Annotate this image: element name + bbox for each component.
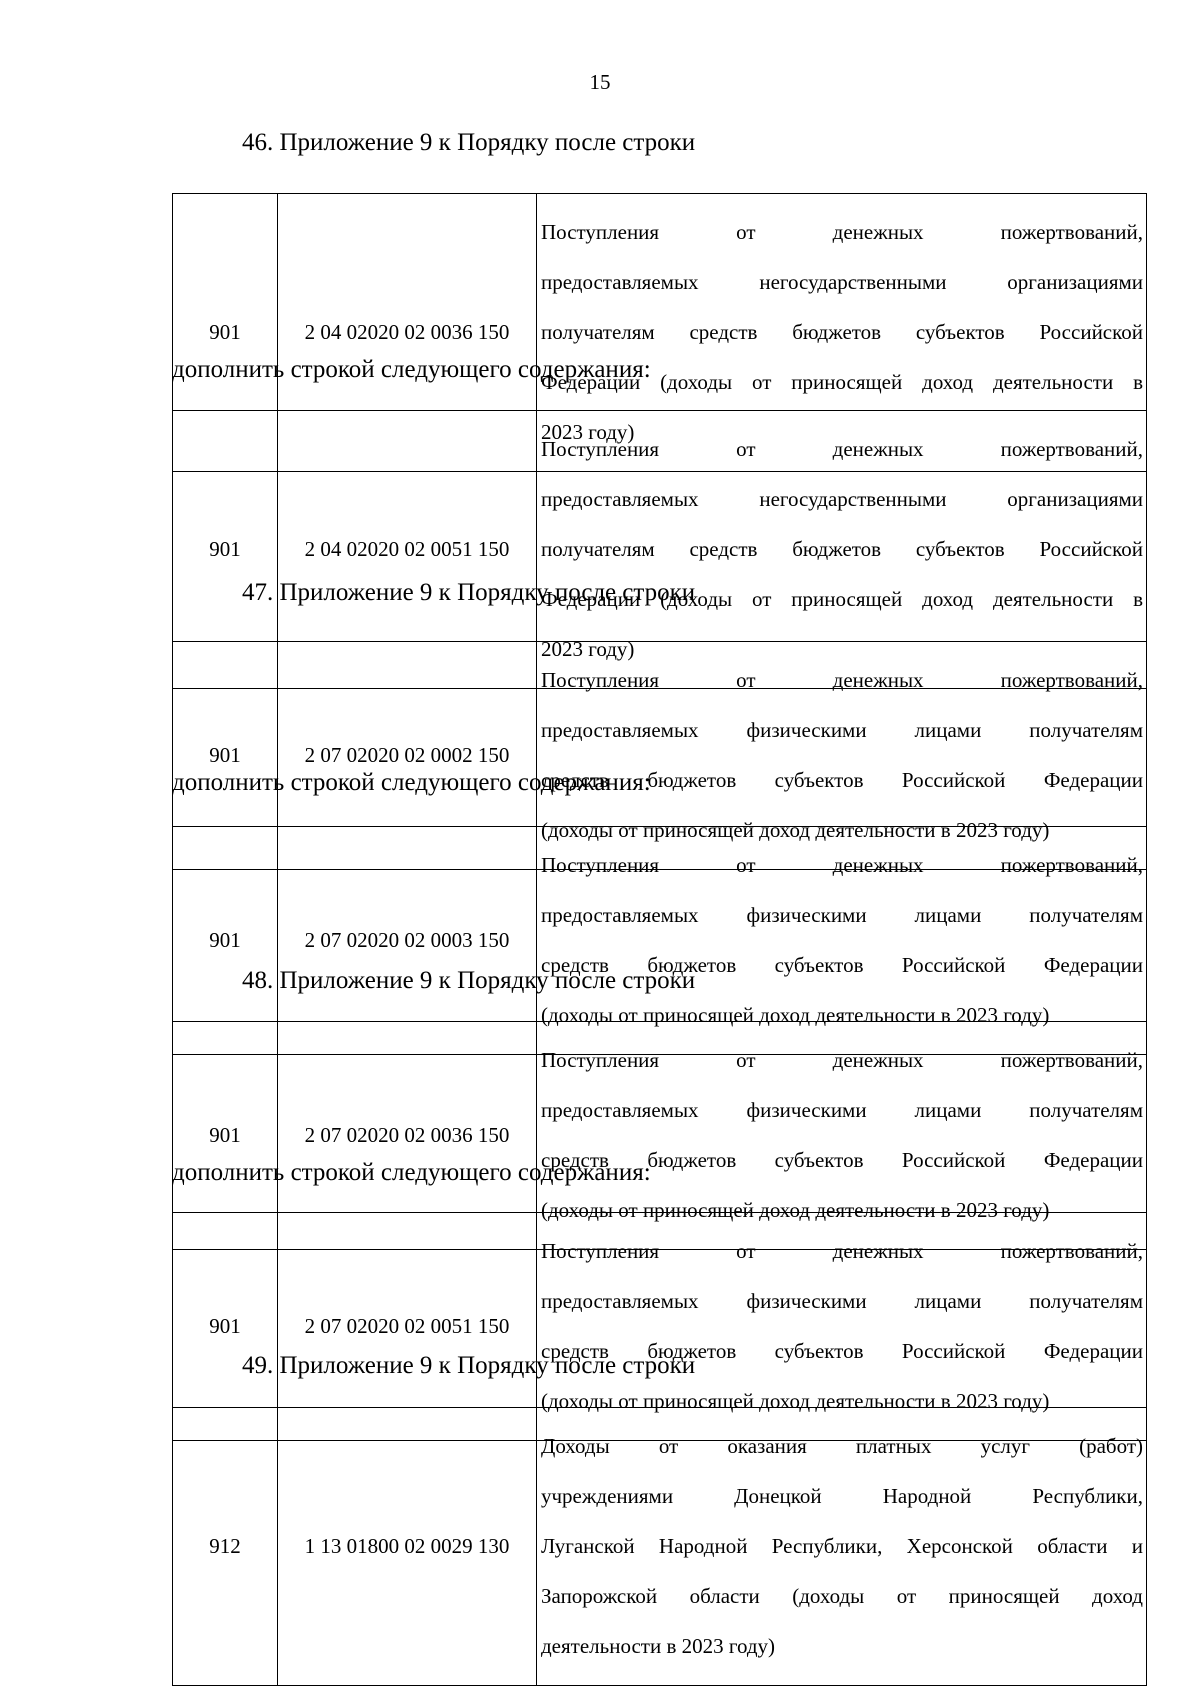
description-line: средств бюджетов субъектов Российской Федерации xyxy=(541,953,1143,977)
table-row-49-before xyxy=(172,1407,1147,1686)
description-line: деятельности в 2023 году) xyxy=(541,1634,776,1658)
description-line: предоставляемых физическими лицами получателям xyxy=(541,1098,1143,1122)
income-classification-code: 2 07 02020 02 0036 150 xyxy=(278,1022,537,1250)
description-line: (доходы от приносящей доход деятельности в 2023 году) xyxy=(541,818,1050,842)
budget-admin-code: 901 xyxy=(173,642,278,870)
description-line: Поступления от денежных пожертвований, xyxy=(541,1048,1143,1072)
add-row-instruction: дополнить строкой следующего содержания: xyxy=(172,769,651,796)
description-line: Доходы от оказания платных услуг (работ) xyxy=(541,1434,1143,1458)
budget-admin-code: 901 xyxy=(173,194,278,472)
add-row-instruction: дополнить строкой следующего содержания: xyxy=(172,1159,651,1186)
description-line: средств бюджетов субъектов Российской Федерации xyxy=(541,1148,1143,1172)
section-heading-49: 49. Приложение 9 к Порядку после строки xyxy=(242,1352,696,1379)
budget-admin-code: 901 xyxy=(173,1022,278,1250)
section-heading-47: 47. Приложение 9 к Порядку после строки xyxy=(242,579,696,606)
description-line: Луганской Народной Республики, Херсонской области и xyxy=(541,1534,1143,1558)
add-row-instruction: дополнить строкой следующего содержания: xyxy=(172,356,651,383)
income-description xyxy=(537,1408,1147,1686)
section-heading-48: 48. Приложение 9 к Порядку после строки xyxy=(242,967,696,994)
description-line: 2023 году) xyxy=(541,420,635,444)
budget-admin-code: 901 xyxy=(173,411,278,689)
description-line: Запорожской области (доходы от приносящей доход xyxy=(541,1584,1143,1608)
description-line: Поступления от денежных пожертвований, xyxy=(541,668,1143,692)
description-line: Поступления от денежных пожертвований, xyxy=(541,437,1143,461)
budget-admin-code: 901 xyxy=(173,1213,278,1441)
description-line: получателям средств бюджетов субъектов Российской xyxy=(541,537,1143,561)
description-line: Федерации (доходы от приносящей доход деятельности в xyxy=(541,370,1143,394)
description-line: средств бюджетов субъектов Российской Федерации xyxy=(541,768,1143,792)
description-line: средств бюджетов субъектов Российской Федерации xyxy=(541,1339,1143,1363)
income-classification-code: 2 07 02020 02 0051 150 xyxy=(278,1213,537,1441)
description-line: Поступления от денежных пожертвований, xyxy=(541,1239,1143,1263)
description-line: (доходы от приносящей доход деятельности в 2023 году) xyxy=(541,1003,1050,1027)
description-line: (доходы от приносящей доход деятельности в 2023 году) xyxy=(541,1389,1050,1413)
page-number: 15 xyxy=(589,70,611,94)
section-heading-46: 46. Приложение 9 к Порядку после строки xyxy=(242,129,696,156)
description-line: (доходы от приносящей доход деятельности в 2023 году) xyxy=(541,1198,1050,1222)
description-line: Поступления от денежных пожертвований, xyxy=(541,220,1143,244)
income-classification-code: 2 07 02020 02 0002 150 xyxy=(278,642,537,870)
description-line: получателям средств бюджетов субъектов Российской xyxy=(541,320,1143,344)
income-classification-code: 1 13 01800 02 0029 130 xyxy=(278,1408,537,1686)
description-line: предоставляемых негосударственными организациями xyxy=(541,487,1143,511)
description-line: 2023 году) xyxy=(541,637,635,661)
description-line: предоставляемых физическими лицами получателям xyxy=(541,1289,1143,1313)
description-line: предоставляемых физическими лицами получателям xyxy=(541,718,1143,742)
income-classification-code: 2 07 02020 02 0003 150 xyxy=(278,827,537,1055)
income-classification-code: 2 04 02020 02 0036 150 xyxy=(278,194,537,472)
description-line: Федерации (доходы от приносящей доход деятельности в xyxy=(541,587,1143,611)
budget-admin-code: 901 xyxy=(173,827,278,1055)
description-line: предоставляемых физическими лицами получателям xyxy=(541,903,1143,927)
budget-admin-code: 912 xyxy=(173,1408,278,1686)
income-classification-code: 2 04 02020 02 0051 150 xyxy=(278,411,537,689)
description-line: Поступления от денежных пожертвований, xyxy=(541,853,1143,877)
description-line: предоставляемых негосударственными организациями xyxy=(541,270,1143,294)
description-line: учреждениями Донецкой Народной Республики, xyxy=(541,1484,1143,1508)
